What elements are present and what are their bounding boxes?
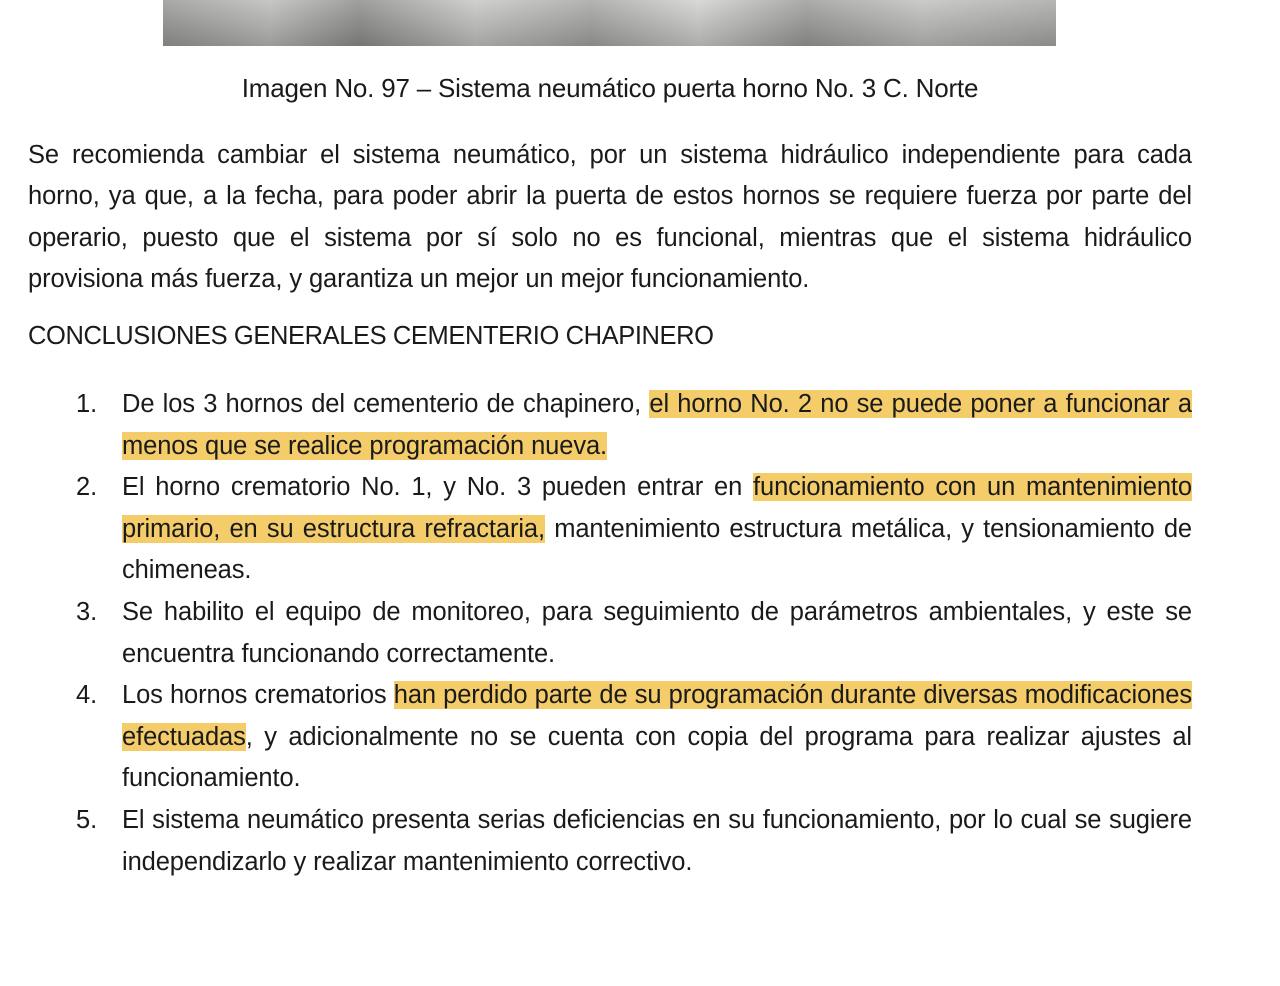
conclusion-text: El horno crematorio No. 1, y No. 3 pueden entrar en: [122, 473, 754, 502]
recommendation-paragraph: Se recomienda cambiar el sistema neumático, por un sistema hidráulico independiente para cada horno, ya que, a la fecha, para poder abrir la puerta de estos hornos se requiere fuerza por parte del operario, puesto que el sistema por sí solo no es funcional, mientras que el sistema hidráulico provisiona más fuerza, y garantiza un mejor un mejor funcionamiento.: [28, 141, 1192, 293]
conclusion-item-4: [0, 675, 1192, 800]
conclusion-item-3: [0, 592, 1192, 675]
highlighted-text: funcionamiento con un mantenimiento primario, en su estructura refractaria,: [122, 473, 1192, 543]
section-heading: CONCLUSIONES GENERALES CEMENTERIO CHAPINERO: [28, 322, 714, 350]
conclusion-text: El sistema neumático presenta serias deficiencias en su funcionamiento, por lo cual se sugiere independizarlo y realizar mantenimiento correctivo.: [122, 805, 1192, 876]
conclusion-text: , y adicionalmente no se cuenta con copia del programa para realizar ajustes al funcionamiento.: [122, 722, 1192, 793]
conclusion-text: Los hornos crematorios: [122, 681, 394, 710]
conclusion-text: De los 3 hornos del cementerio de chapinero,: [122, 390, 650, 418]
highlighted-text: el horno No. 2 no se puede poner a funcionar a menos que se realice programación nueva.: [122, 390, 1192, 460]
list-number: 4.: [76, 681, 98, 710]
list-number: 5.: [76, 805, 98, 834]
list-number: 1.: [76, 390, 98, 418]
conclusion-item-1: [0, 384, 1192, 467]
list-number: 2.: [76, 473, 98, 502]
conclusion-text: mantenimiento estructura metálica, y tensionamiento de chimeneas.: [122, 514, 1192, 585]
oven-photo: [163, 0, 1056, 46]
conclusion-item-5: [0, 800, 1192, 883]
highlighted-text: han perdido parte de su programación durante diversas modificaciones efectuadas: [122, 681, 1192, 751]
conclusions-list: [0, 384, 1192, 883]
conclusion-item-2: [0, 467, 1192, 592]
conclusion-text: Se habilito el equipo de monitoreo, para seguimiento de parámetros ambientales, y este se encuentra funcionando correctamente.: [122, 597, 1192, 668]
image-caption: Imagen No. 97 – Sistema neumático puerta horno No. 3 C. Norte: [241, 73, 979, 103]
list-number: 3.: [76, 597, 98, 626]
